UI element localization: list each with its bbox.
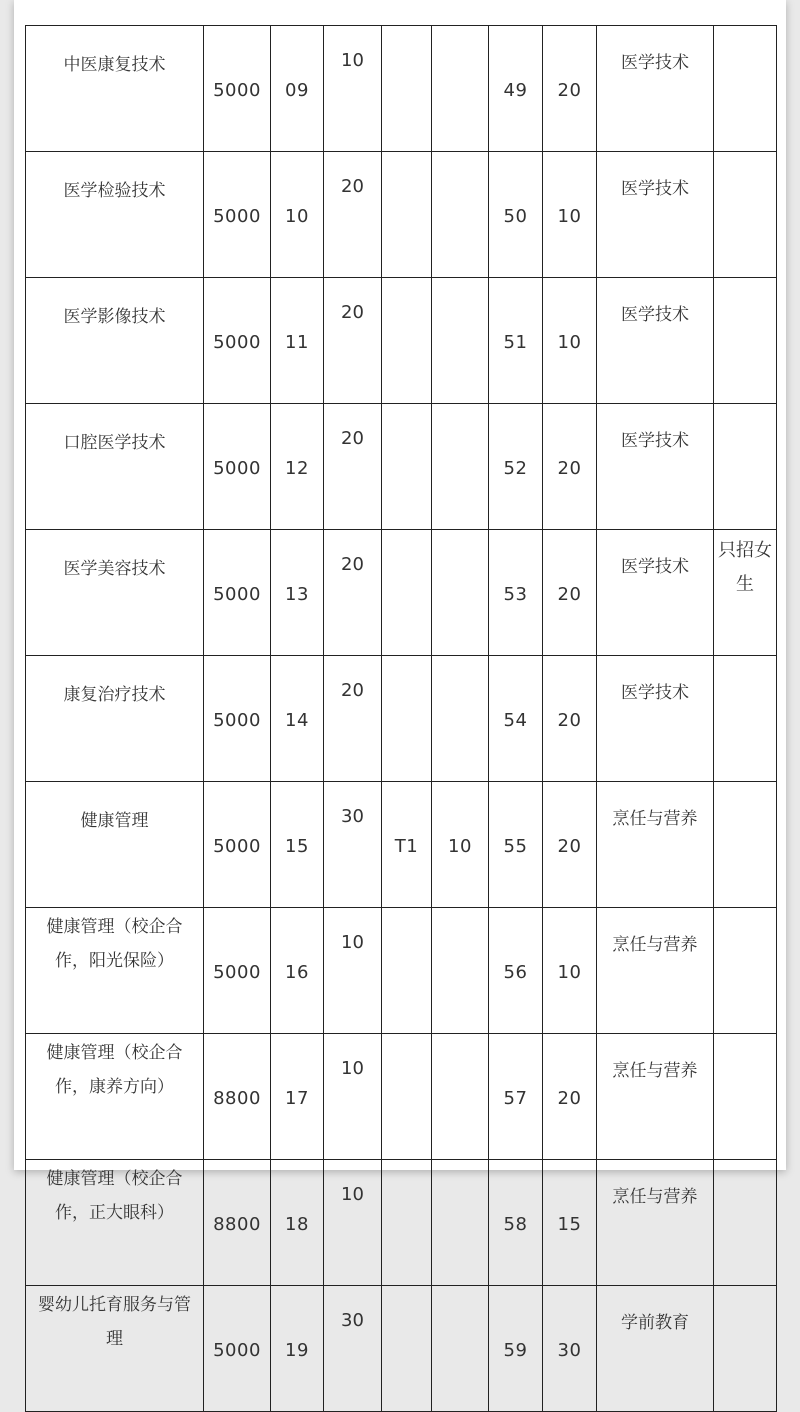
category-cell: 医学技术 <box>597 26 714 152</box>
second-code-cell: 56 <box>489 908 543 1034</box>
category-cell: 医学技术 <box>597 152 714 278</box>
plan-count-cell: 20 <box>324 152 382 278</box>
extra-plan-cell <box>432 278 489 404</box>
table-row <box>26 782 777 908</box>
plan-count-cell: 20 <box>324 656 382 782</box>
second-code-cell: 53 <box>489 530 543 656</box>
tuition-fee-cell: 8800 <box>204 1160 271 1286</box>
program-name-cell: 健康管理 <box>26 782 204 908</box>
note-cell <box>714 1286 777 1412</box>
category-cell: 烹任与营养 <box>597 908 714 1034</box>
program-code-cell: 16 <box>271 908 324 1034</box>
extra-plan-cell <box>432 1286 489 1412</box>
category-cell: 烹任与营养 <box>597 782 714 908</box>
second-plan-cell: 10 <box>543 152 597 278</box>
program-name-cell: 医学美容技术 <box>26 530 204 656</box>
extra-code-cell <box>382 1034 432 1160</box>
extra-code-cell <box>382 152 432 278</box>
category-cell: 学前教育 <box>597 1286 714 1412</box>
extra-plan-cell <box>432 26 489 152</box>
second-plan-cell: 20 <box>543 656 597 782</box>
tuition-fee-cell: 5000 <box>204 152 271 278</box>
program-name-cell: 口腔医学技术 <box>26 404 204 530</box>
extra-plan-cell: 10 <box>432 782 489 908</box>
plan-count-cell: 30 <box>324 782 382 908</box>
second-plan-cell: 10 <box>543 908 597 1034</box>
extra-code-cell <box>382 530 432 656</box>
program-code-cell: 12 <box>271 404 324 530</box>
second-plan-cell: 15 <box>543 1160 597 1286</box>
extra-code-cell <box>382 1286 432 1412</box>
program-code-cell: 15 <box>271 782 324 908</box>
category-cell: 医学技术 <box>597 278 714 404</box>
tuition-fee-cell: 5000 <box>204 278 271 404</box>
tuition-fee-cell: 5000 <box>204 530 271 656</box>
tuition-fee-cell: 5000 <box>204 1286 271 1412</box>
program-name-cell: 康复治疗技术 <box>26 656 204 782</box>
second-plan-cell: 30 <box>543 1286 597 1412</box>
table-row <box>26 26 777 152</box>
second-code-cell: 54 <box>489 656 543 782</box>
program-code-cell: 09 <box>271 26 324 152</box>
program-name-cell: 医学检验技术 <box>26 152 204 278</box>
program-code-cell: 17 <box>271 1034 324 1160</box>
tuition-fee-cell: 5000 <box>204 404 271 530</box>
extra-plan-cell <box>432 1034 489 1160</box>
extra-plan-cell <box>432 530 489 656</box>
category-cell: 医学技术 <box>597 656 714 782</box>
table-row <box>26 152 777 278</box>
note-cell <box>714 782 777 908</box>
second-plan-cell: 20 <box>543 1034 597 1160</box>
program-name-cell: 健康管理（校企合作，正大眼科） <box>26 1160 204 1286</box>
extra-code-cell: T1 <box>382 782 432 908</box>
note-cell <box>714 278 777 404</box>
note-cell <box>714 152 777 278</box>
note-cell <box>714 908 777 1034</box>
category-cell: 医学技术 <box>597 530 714 656</box>
second-code-cell: 55 <box>489 782 543 908</box>
category-cell: 烹任与营养 <box>597 1160 714 1286</box>
plan-count-cell: 20 <box>324 278 382 404</box>
program-code-cell: 11 <box>271 278 324 404</box>
plan-count-cell: 10 <box>324 1160 382 1286</box>
table-row <box>26 530 777 656</box>
extra-code-cell <box>382 1160 432 1286</box>
program-code-cell: 14 <box>271 656 324 782</box>
extra-plan-cell <box>432 1160 489 1286</box>
enrollment-table <box>25 25 777 1412</box>
category-cell: 烹任与营养 <box>597 1034 714 1160</box>
tuition-fee-cell: 5000 <box>204 26 271 152</box>
second-plan-cell: 20 <box>543 530 597 656</box>
note-cell: 只招女生 <box>714 530 777 656</box>
extra-plan-cell <box>432 404 489 530</box>
note-cell <box>714 1160 777 1286</box>
plan-count-cell: 20 <box>324 530 382 656</box>
second-code-cell: 51 <box>489 278 543 404</box>
program-name-cell: 中医康复技术 <box>26 26 204 152</box>
table-row <box>26 1034 777 1160</box>
extra-code-cell <box>382 278 432 404</box>
program-name-cell: 健康管理（校企合作，阳光保险） <box>26 908 204 1034</box>
tuition-fee-cell: 5000 <box>204 782 271 908</box>
extra-plan-cell <box>432 908 489 1034</box>
program-name-cell: 婴幼儿托育服务与管理 <box>26 1286 204 1412</box>
second-code-cell: 58 <box>489 1160 543 1286</box>
plan-count-cell: 10 <box>324 26 382 152</box>
program-name-cell: 医学影像技术 <box>26 278 204 404</box>
table-row <box>26 1286 777 1412</box>
plan-count-cell: 10 <box>324 1034 382 1160</box>
note-cell <box>714 656 777 782</box>
table-row <box>26 1160 777 1286</box>
second-code-cell: 59 <box>489 1286 543 1412</box>
extra-code-cell <box>382 656 432 782</box>
extra-code-cell <box>382 404 432 530</box>
tuition-fee-cell: 5000 <box>204 908 271 1034</box>
extra-plan-cell <box>432 656 489 782</box>
table-row <box>26 656 777 782</box>
plan-count-cell: 20 <box>324 404 382 530</box>
second-code-cell: 52 <box>489 404 543 530</box>
program-code-cell: 13 <box>271 530 324 656</box>
program-code-cell: 18 <box>271 1160 324 1286</box>
tuition-fee-cell: 5000 <box>204 656 271 782</box>
second-plan-cell: 20 <box>543 26 597 152</box>
table-row <box>26 404 777 530</box>
extra-code-cell <box>382 26 432 152</box>
table-body <box>26 26 777 1412</box>
plan-count-cell: 10 <box>324 908 382 1034</box>
extra-plan-cell <box>432 152 489 278</box>
second-plan-cell: 20 <box>543 404 597 530</box>
plan-count-cell: 30 <box>324 1286 382 1412</box>
note-cell <box>714 1034 777 1160</box>
tuition-fee-cell: 8800 <box>204 1034 271 1160</box>
category-cell: 医学技术 <box>597 404 714 530</box>
program-name-cell: 健康管理（校企合作，康养方向） <box>26 1034 204 1160</box>
extra-code-cell <box>382 908 432 1034</box>
table-row <box>26 908 777 1034</box>
second-code-cell: 49 <box>489 26 543 152</box>
note-cell <box>714 404 777 530</box>
table-row <box>26 278 777 404</box>
second-code-cell: 50 <box>489 152 543 278</box>
note-cell <box>714 26 777 152</box>
program-code-cell: 19 <box>271 1286 324 1412</box>
document-page <box>14 0 786 1361</box>
second-code-cell: 57 <box>489 1034 543 1160</box>
second-plan-cell: 10 <box>543 278 597 404</box>
second-plan-cell: 20 <box>543 782 597 908</box>
program-code-cell: 10 <box>271 152 324 278</box>
